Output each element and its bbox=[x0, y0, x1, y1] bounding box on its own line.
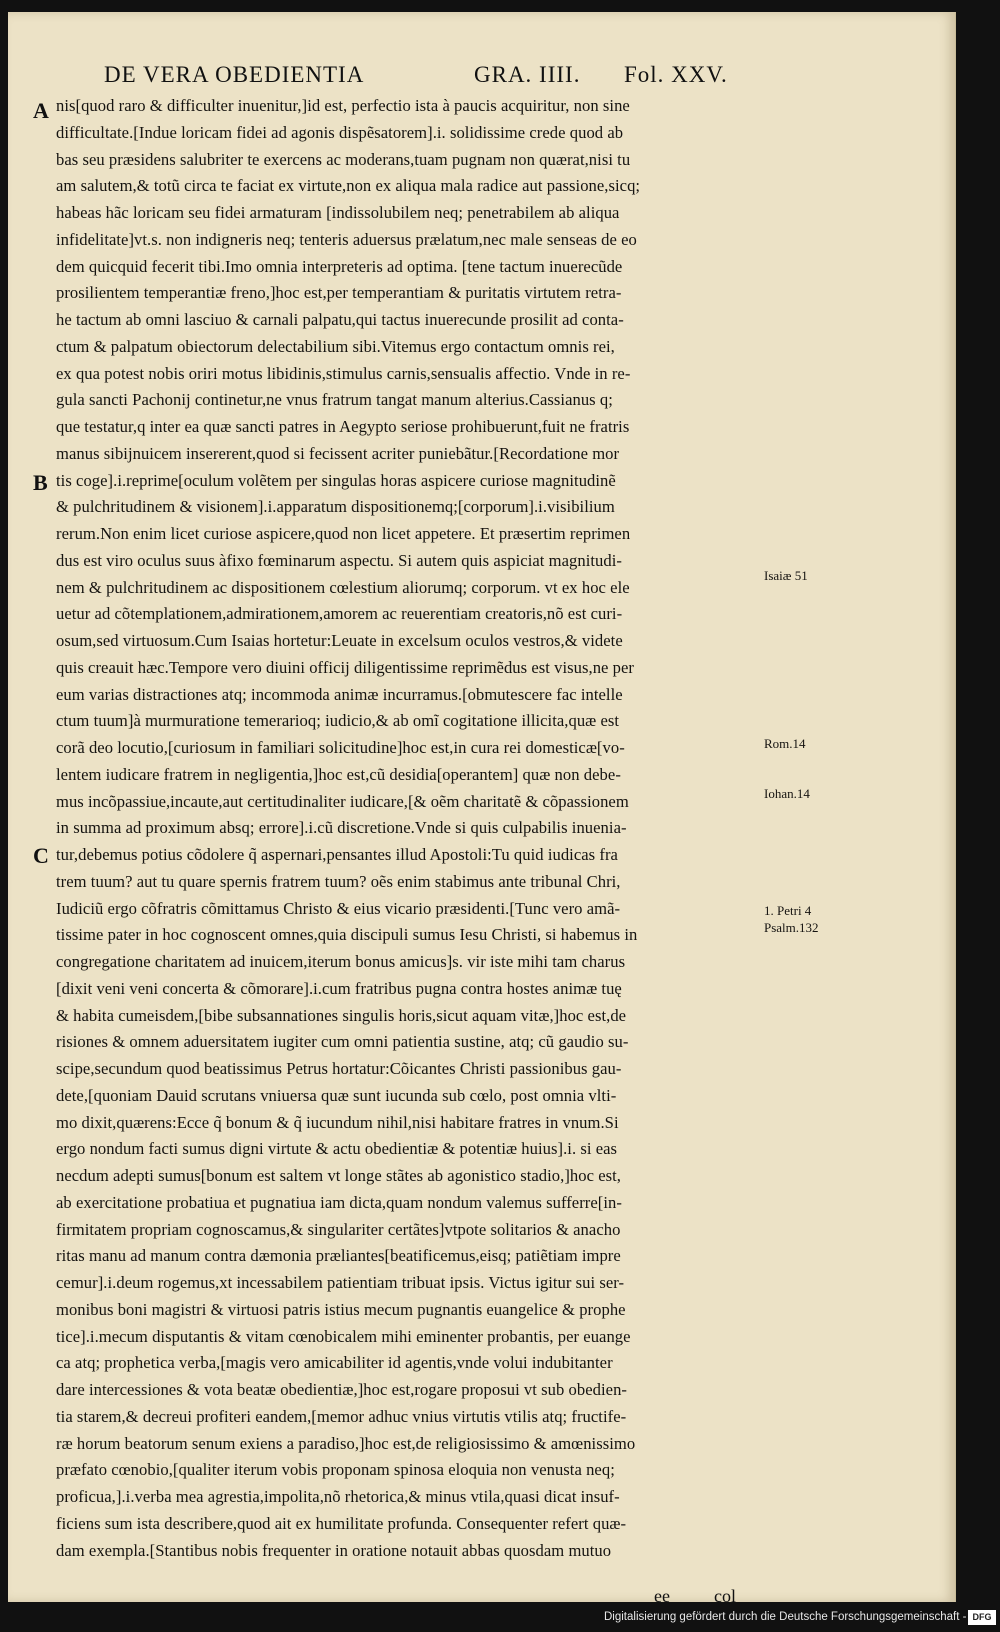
dfg-logo: DFG bbox=[968, 1610, 996, 1625]
text-line: dem quicquid fecerit tibi.Imo omnia interpreteris ad optima. [tene tactum inuerecũde bbox=[56, 256, 623, 276]
text-line: infidelitate]vt.s. non indigneris neq; tenteris aduersus prælatum,nec male senseas de eo bbox=[56, 229, 637, 249]
section-letter-a: A bbox=[33, 98, 49, 123]
margin-note: Rom.14 bbox=[764, 736, 806, 751]
running-head-title: DE VERA OBEDIENTIA bbox=[104, 62, 365, 87]
section-letter-c: C bbox=[33, 843, 49, 868]
text-line: he tactum ab omni lasciuo & carnali palpatu,qui tactus inuerecunde prosilit ad conta- bbox=[56, 310, 624, 329]
text-line: scipe,secundum quod beatissimus Petrus hortatur:Cõicantes Christi passionibus gau- bbox=[56, 1059, 622, 1078]
text-line: ab exercitatione probatiua et pugnatiua iam dicta,quam nondum valemus sufferre[in- bbox=[56, 1192, 622, 1212]
margin-note: 1. Petri 4 bbox=[764, 903, 812, 918]
text-line: in summa ad proximum absq; errore].i.cũ discretione.Vnde si quis culpabilis inuenia- bbox=[56, 818, 627, 838]
section-letter-b: B bbox=[33, 470, 48, 495]
running-head-grade: GRA. IIII. bbox=[474, 62, 581, 87]
text-line: tice].i.mecum disputantis & vitam cœnobicalem mihi eminenter probantis, per euange bbox=[56, 1326, 631, 1346]
text-line: necdum adepti sumus[bonum est saltem vt longe stãtes ab agonistico stadio,]hoc est, bbox=[56, 1166, 621, 1185]
text-line: habeas hãc loricam seu fidei armaturam [indissolubilem neq; penetrabilem ab aliqua bbox=[56, 203, 620, 222]
text-line: tia starem,& decreui profiteri eandem,[memor adhuc vnius virtutis vtilis atq; fructife- bbox=[56, 1406, 627, 1426]
text-line: ca atq; prophetica verba,[magis vero amicabiliter id agentis,vnde volui indubitanter bbox=[56, 1353, 613, 1373]
text-line: ergo nondum facti sumus digni virtute & actu obedientiæ & potentiæ huius].i. si eas bbox=[56, 1139, 618, 1159]
text-line: præfato cœnobio,[qualiter iterum vobis proponam spinosa eloquia non venusta neq; bbox=[56, 1460, 615, 1480]
text-line: difficultate.[Indue loricam fidei ad agonis dispẽsatorem].i. solidissime crede quod ab bbox=[56, 122, 624, 142]
text-line: ctum & palpatum obiectorum delectabilium sibi.Vitemus ergo contactum omnis rei, bbox=[56, 336, 615, 356]
margin-note: Iohan.14 bbox=[764, 786, 810, 801]
text-line: tis coge].i.reprime[oculum volẽtem per singulas horas aspicere curiose magnitudinẽ bbox=[56, 470, 616, 490]
text-line: dus est viro oculus suus àfixo fœminarum aspectu. Si autem quis aspiciat magnitudi- bbox=[56, 550, 622, 570]
text-line: [dixit veni veni concerta & cõmorare].i.cum fratribus pugna contra hostes animæ tuę bbox=[56, 978, 622, 998]
text-line: dete,[quoniam Dauid scrutans vniuersa quæ sunt iucunda sub cœlo, post omnia vlti- bbox=[56, 1085, 617, 1105]
running-head bbox=[104, 62, 754, 96]
text-line: quis creauit hæc.Tempore vero diuini officij diligentissime reprimẽdus est visus,ne per bbox=[56, 657, 634, 677]
text-line: mus incõpassiue,incaute,aut certitudinaliter iudicare,[& oẽm charitatẽ & cõpassionem bbox=[56, 791, 629, 811]
text-line: que testatur,q inter ea quæ sancti patres in Aegypto seriose prohibuerunt,fuit ne fratris bbox=[56, 417, 630, 436]
text-line: ficiens sum ista describere,quod ait ex humilitate profunda. Consequenter refert quæ- bbox=[56, 1513, 627, 1533]
text-line: uetur ad cõtemplationem,admirationem,amorem ac reuerentiam creatoris,nõ est curi- bbox=[56, 604, 623, 624]
text-line: lentem iudicare fratrem in negligentia,]hoc est,cũ desidia[operantem] quæ non debe- bbox=[56, 764, 621, 784]
text-line: dare intercessiones & vota beatæ obedientiæ,]hoc est,rogare proposui vt sub obedien- bbox=[56, 1380, 627, 1399]
text-line: congregatione charitatem ad inuicem,iterum bonus amicus]s. vir iste mihi tam charus bbox=[56, 952, 626, 971]
text-line: ræ horum beatorum senum exiens a paradiso,]hoc est,de religiosissimo & amœnissimo bbox=[56, 1433, 636, 1453]
text-line: mo dixit,quærens:Ecce q̃ bonum & q̃ iucundum nihil,nisi habitare fratres in vnum.Si bbox=[56, 1112, 619, 1132]
text-line: trem tuum? aut tu quare spernis fratrem tuum? oẽs enim stabimus ante tribunal Chri, bbox=[56, 871, 621, 891]
text-line: & pulchritudinem & visionem].i.apparatum dispositionemq;[corporum].i.visibilium bbox=[56, 497, 615, 517]
text-line: risiones & omnem aduersitatem iugiter cum omni patientia sustine, atq; cũ gaudio su- bbox=[56, 1032, 629, 1052]
text-line: Iudiciũ ergo cõfratris cõmittamus Christo & eius vicario præsidenti.[Tunc vero amã- bbox=[56, 898, 621, 918]
text-line: & habita cumeisdem,[bibe subsannationes singulis horis,sicut aquam vitæ,]hoc est,de bbox=[56, 1005, 627, 1025]
text-line: prosilientem temperantiæ freno,]hoc est,per temperantiam & puritatis virtutem retra- bbox=[56, 283, 622, 303]
text-line: ctum tuum]à murmuratione temerarioq; iudicio,& ab omĩ cogitatione illicita,quæ est bbox=[56, 711, 620, 731]
digitization-credit: Digitalisierung gefördert durch die Deutsche Forschungsgemeinschaft - bbox=[604, 1611, 967, 1623]
text-line: gula sancti Pachonij continetur,ne vnus fratrum tangat manum alterius.Cassianus q; bbox=[56, 390, 613, 410]
text-line: manus sibijnuicem insererent,quod si fecissent acriter puniebãtur.[Recordatione mor bbox=[56, 443, 620, 463]
catchword: col bbox=[714, 1586, 736, 1606]
text-line: nem & pulchritudinem ac dispositionem cœlestium aliorumq; corporum. vt ex hoc ele bbox=[56, 577, 630, 597]
signature-mark: ee bbox=[654, 1586, 670, 1606]
text-line: cemur].i.deum rogemus,xt incessabilem patientiam tribuat ipsis. Victus igitur sui ser- bbox=[56, 1273, 625, 1292]
text-line: eum varias distractiones atq; incommoda animæ incurramus.[obmutescere fac intelle bbox=[56, 684, 623, 704]
book-page bbox=[8, 12, 956, 1606]
text-line: corã deo locutio,[curiosum in familiari solicitudine]hoc est,in cura rei domesticæ[vo- bbox=[56, 738, 625, 757]
text-line: firmitatem propriam cognoscamus,& singulariter certãtes]vtpote solitarios & anacho bbox=[56, 1219, 621, 1239]
text-line: proficua,].i.verba mea agrestia,impolita,nõ rhetorica,& minus vtila,quasi dicat insuf- bbox=[56, 1487, 620, 1506]
margin-note: Isaiæ 51 bbox=[764, 568, 808, 583]
text-line: ex qua potest nobis oriri motus libidinis,stimulus carnis,sensualis affectio. Vnde in re- bbox=[56, 363, 631, 383]
text-line: bas seu præsidens salubriter te exercens ac moderans,tuam pugnam non quærat,nisi tu bbox=[56, 149, 631, 169]
folio-number: Fol. XXV. bbox=[624, 62, 728, 87]
text-line: am salutem,& totũ circa te faciat ex virtute,non ex aliqua mala radice aut passione,sicq; bbox=[56, 176, 641, 196]
text-line: dam exempla.[Stantibus nobis frequenter in oratione notauit abbas quosdam mutuo bbox=[56, 1540, 612, 1560]
text-line: ritas manu ad manum contra dæmonia præliantes[beatificemus,eisq; patiẽtiam impre bbox=[56, 1246, 621, 1266]
margin-note: Psalm.132 bbox=[764, 920, 819, 935]
text-line: tur,debemus potius cõdolere q̃ aspernari,pensantes illud Apostoli:Tu quid iudicas fra bbox=[56, 845, 618, 864]
text-line: nis[quod raro & difficulter inuenitur,]id est, perfectio ista à paucis acquiritur, non sine bbox=[56, 96, 630, 115]
text-line: osum,sed virtuosum.Cum Isaias hortetur:Leuate in excelsum oculos vestros,& videte bbox=[56, 631, 623, 650]
text-line: tissime pater in hoc cognoscent omnes,quia discipuli sumus Iesu Christi, si habemus in bbox=[56, 925, 638, 945]
text-line: rerum.Non enim licet curiose aspicere,quod non licet appetere. Et præsertim reprimen bbox=[56, 524, 631, 543]
text-line: monibus boni magistri & virtuosi patris istius mecum pugnantis euangelice & prophe bbox=[56, 1299, 626, 1319]
